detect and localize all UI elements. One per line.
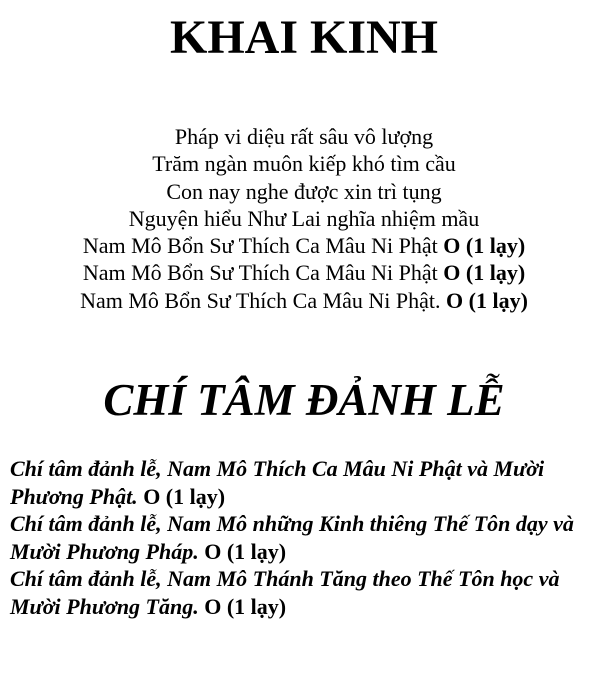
bow-line: Nam Mô Bổn Sư Thích Ca Mâu Ni Phật O (1 lạy) <box>82 233 526 259</box>
prayer-paragraph: Chí tâm đảnh lễ, Nam Mô Thích Ca Mâu Ni Phật và Mười Phương Phật. O (1 lạy) <box>10 456 545 509</box>
chi-tam-title: CHÍ TÂM ĐẢNH LỄ <box>103 375 505 425</box>
prayer-paragraph: Chí tâm đảnh lễ, Nam Mô những Kinh thiêng Thế Tôn dạy và Mười Phương Pháp. O (1 lạy) <box>10 511 574 564</box>
bow-count: O (1 lạy) <box>443 233 526 259</box>
prayer-paragraph: Chí tâm đảnh lễ, Nam Mô Thánh Tăng theo Thế Tôn học và Mười Phương Tăng. O (1 lạy) <box>10 566 560 619</box>
verse-line: Trăm ngàn muôn kiếp khó tìm cầu <box>152 151 456 177</box>
bow-count: O (1 lạy) <box>443 260 526 286</box>
bow-count: O (1 lạy) <box>137 483 226 509</box>
khai-kinh-title: KHAI KINH <box>169 11 439 64</box>
khai-kinh-verse <box>0 123 608 314</box>
verse-line: Pháp vi diệu rất sâu vô lượng <box>174 124 434 149</box>
verse-line: Con nay nghe được xin trì tụng <box>166 178 442 204</box>
verse-line: Nguyện hiểu Như Lai nghĩa nhiệm mầu <box>128 205 480 231</box>
bow-count: O (1 lạy) <box>198 593 287 619</box>
bow-count: O (1 lạy) <box>446 287 528 313</box>
bow-line: Nam Mô Bổn Sư Thích Ca Mâu Ni Phật O (1 lạy) <box>82 260 526 286</box>
chi-tam-prayers <box>10 455 602 620</box>
bow-line: Nam Mô Bổn Sư Thích Ca Mâu Ni Phật. O (1 lạy) <box>80 287 528 313</box>
bow-count: O (1 lạy) <box>198 538 287 564</box>
